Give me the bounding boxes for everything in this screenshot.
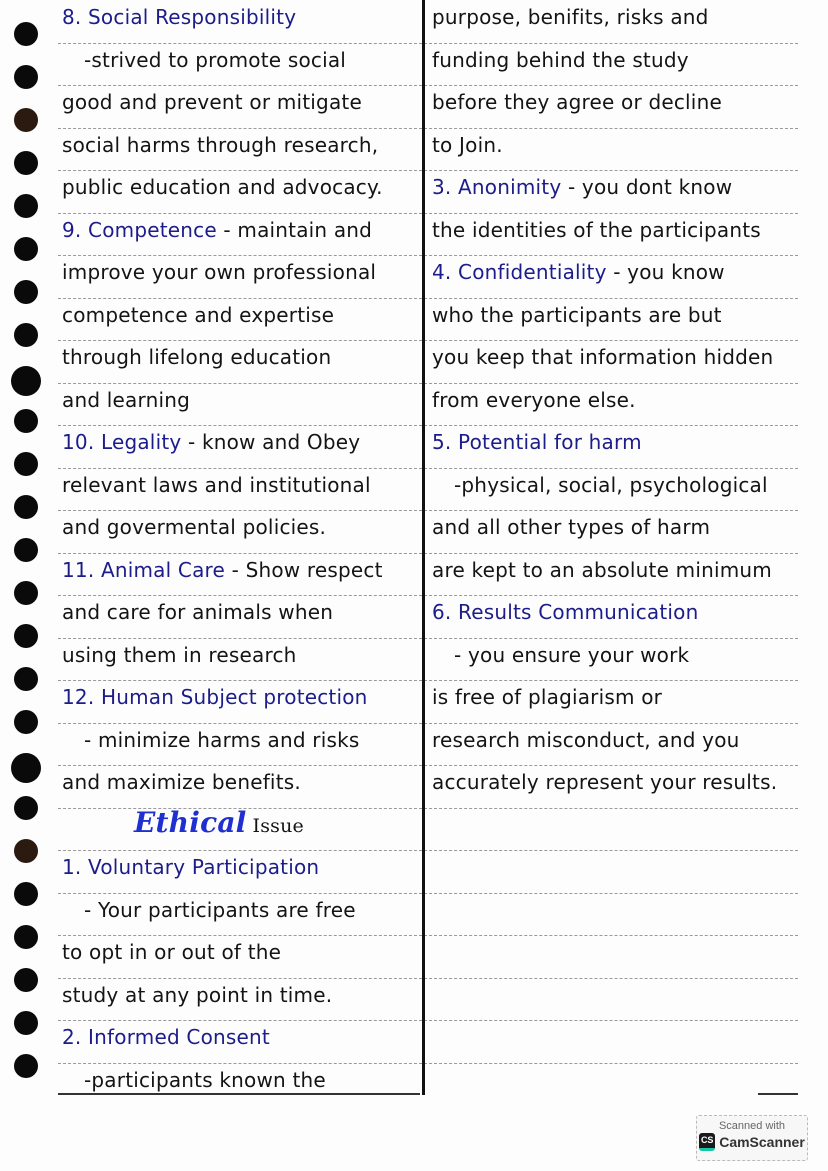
note-text: -physical, social, psychological [454,472,768,497]
note-line [432,209,761,251]
note-heading: 12. Human Subject protection [62,685,368,709]
binder-hole [14,280,38,304]
note-line [62,379,190,421]
note-line [62,251,376,293]
binder-hole [14,667,38,691]
note-line [62,421,360,463]
note-heading: 4. Confidentiality [432,260,607,284]
note-text: improve your own professional [62,260,377,284]
note-line [62,294,334,336]
note-line [62,1016,270,1058]
note-line [432,549,772,591]
note-line [62,81,362,123]
note-line [432,761,777,803]
note-text: - know and Obey [181,430,361,454]
section-title-sub: Issue [252,814,304,837]
note-line [62,336,331,378]
note-text: - maintain and [216,217,373,242]
note-line [432,336,773,378]
note-text: through lifelong education [62,345,332,369]
note-text: -participants known the [84,1067,326,1092]
binder-hole [14,237,38,261]
binder-hole [14,108,38,132]
note-text: who the participants are but [432,302,722,327]
note-text: the identities of the participants [432,217,761,242]
binder-hole [14,882,38,906]
note-text: - Your participants are free [84,897,356,922]
note-text: relevant laws and institutional [62,472,371,497]
binder-hole [14,796,38,820]
note-text: - you dont know [561,175,733,199]
binder-hole [14,538,38,562]
note-line [62,889,356,931]
binder-hole [14,624,38,648]
note-text: from everyone else. [432,387,636,412]
camscanner-watermark [696,1115,808,1161]
note-text: -strived to promote social [84,47,347,72]
note-text: good and prevent or mitigate [62,90,362,114]
note-line [62,506,326,548]
note-text: social harms through research, [62,132,379,157]
binder-hole [14,581,38,605]
note-line [62,931,281,973]
note-text: before they agree or decline [432,90,722,114]
note-text: public education and advocacy. [62,175,383,199]
binder-hole [14,1054,38,1078]
binder-hole [14,710,38,734]
note-heading: 2. Informed Consent [62,1025,270,1049]
note-text: funding behind the study [432,47,689,72]
binder-hole [14,194,38,218]
note-line [62,719,360,761]
note-text: to Join. [432,132,503,157]
note-heading: 3. Anonimity [432,175,562,199]
note-text: - you know [606,260,725,284]
note-line [432,166,732,208]
note-line [432,294,722,336]
binder-hole [14,1011,38,1035]
binder-hole [14,151,38,175]
note-line [432,421,642,463]
note-line [62,1059,326,1101]
note-text: research misconduct, and you [432,727,740,752]
note-line [62,974,332,1016]
note-text: accurately represent your results. [432,770,778,794]
note-line [432,719,740,761]
note-line [432,591,698,633]
note-heading: 5. Potential for harm [432,430,642,454]
watermark-caption: Scanned with [718,1120,786,1132]
binder-hole [11,366,41,396]
note-line [432,676,662,718]
note-text: you keep that information hidden [432,345,774,369]
note-text: to opt in or out of the [62,940,282,964]
watermark-brand [697,1133,807,1151]
note-text: purpose, benifits, risks and [432,5,709,29]
note-line [62,209,372,251]
note-line [62,166,383,208]
note-line [62,464,371,506]
note-line [62,846,319,888]
note-line [432,0,709,38]
note-heading: 8. Social Responsibility [62,5,297,29]
section-title [134,802,304,844]
note-heading: 1. Voluntary Participation [62,855,320,879]
binder-hole [14,409,38,433]
binder-hole [14,65,38,89]
watermark-brand-name: CamScanner [719,1134,805,1150]
note-text: using them in research [62,642,297,667]
binder-hole [14,495,38,519]
binder-hole [14,925,38,949]
note-text: and care for animals when [62,600,334,624]
note-text: - you ensure your work [454,642,690,667]
note-line [432,634,689,676]
note-line [432,251,725,293]
note-heading: 11. Animal Care [62,557,226,582]
note-line [432,379,636,421]
column-divider [422,0,425,1095]
note-text: and all other types of harm [432,515,711,539]
section-title-main: Ethical [134,805,247,839]
note-text: - Show respect [225,557,383,582]
note-heading: 6. Results Communication [432,600,699,624]
note-heading: 10. Legality [62,430,182,454]
note-line [432,124,503,166]
note-line [62,676,368,718]
note-line [62,124,378,166]
note-text: and maximize benefits. [62,770,301,794]
binder-hole [14,323,38,347]
binder-hole [14,839,38,863]
note-text: and learning [62,387,190,412]
note-line [62,0,296,38]
note-text: competence and expertise [62,302,335,327]
note-line [62,761,301,803]
camscanner-logo-icon: CS [699,1133,715,1151]
note-heading: 9. Competence [62,217,217,242]
note-text: is free of plagiarism or [432,685,663,709]
binder-hole [14,452,38,476]
note-line [62,39,346,81]
note-line [432,506,710,548]
bottom-rule-right [758,1093,798,1095]
binder-hole [14,22,38,46]
note-line [432,464,768,506]
note-line [62,591,333,633]
note-text: are kept to an absolute minimum [432,557,772,582]
binder-hole [11,753,41,783]
note-text: study at any point in time. [62,982,333,1007]
note-line [62,634,297,676]
note-text: - minimize harms and risks [84,727,360,752]
note-line [432,39,689,81]
binder-hole [14,968,38,992]
note-text: and govermental policies. [62,515,327,539]
note-line [432,81,722,123]
note-line [62,549,383,591]
